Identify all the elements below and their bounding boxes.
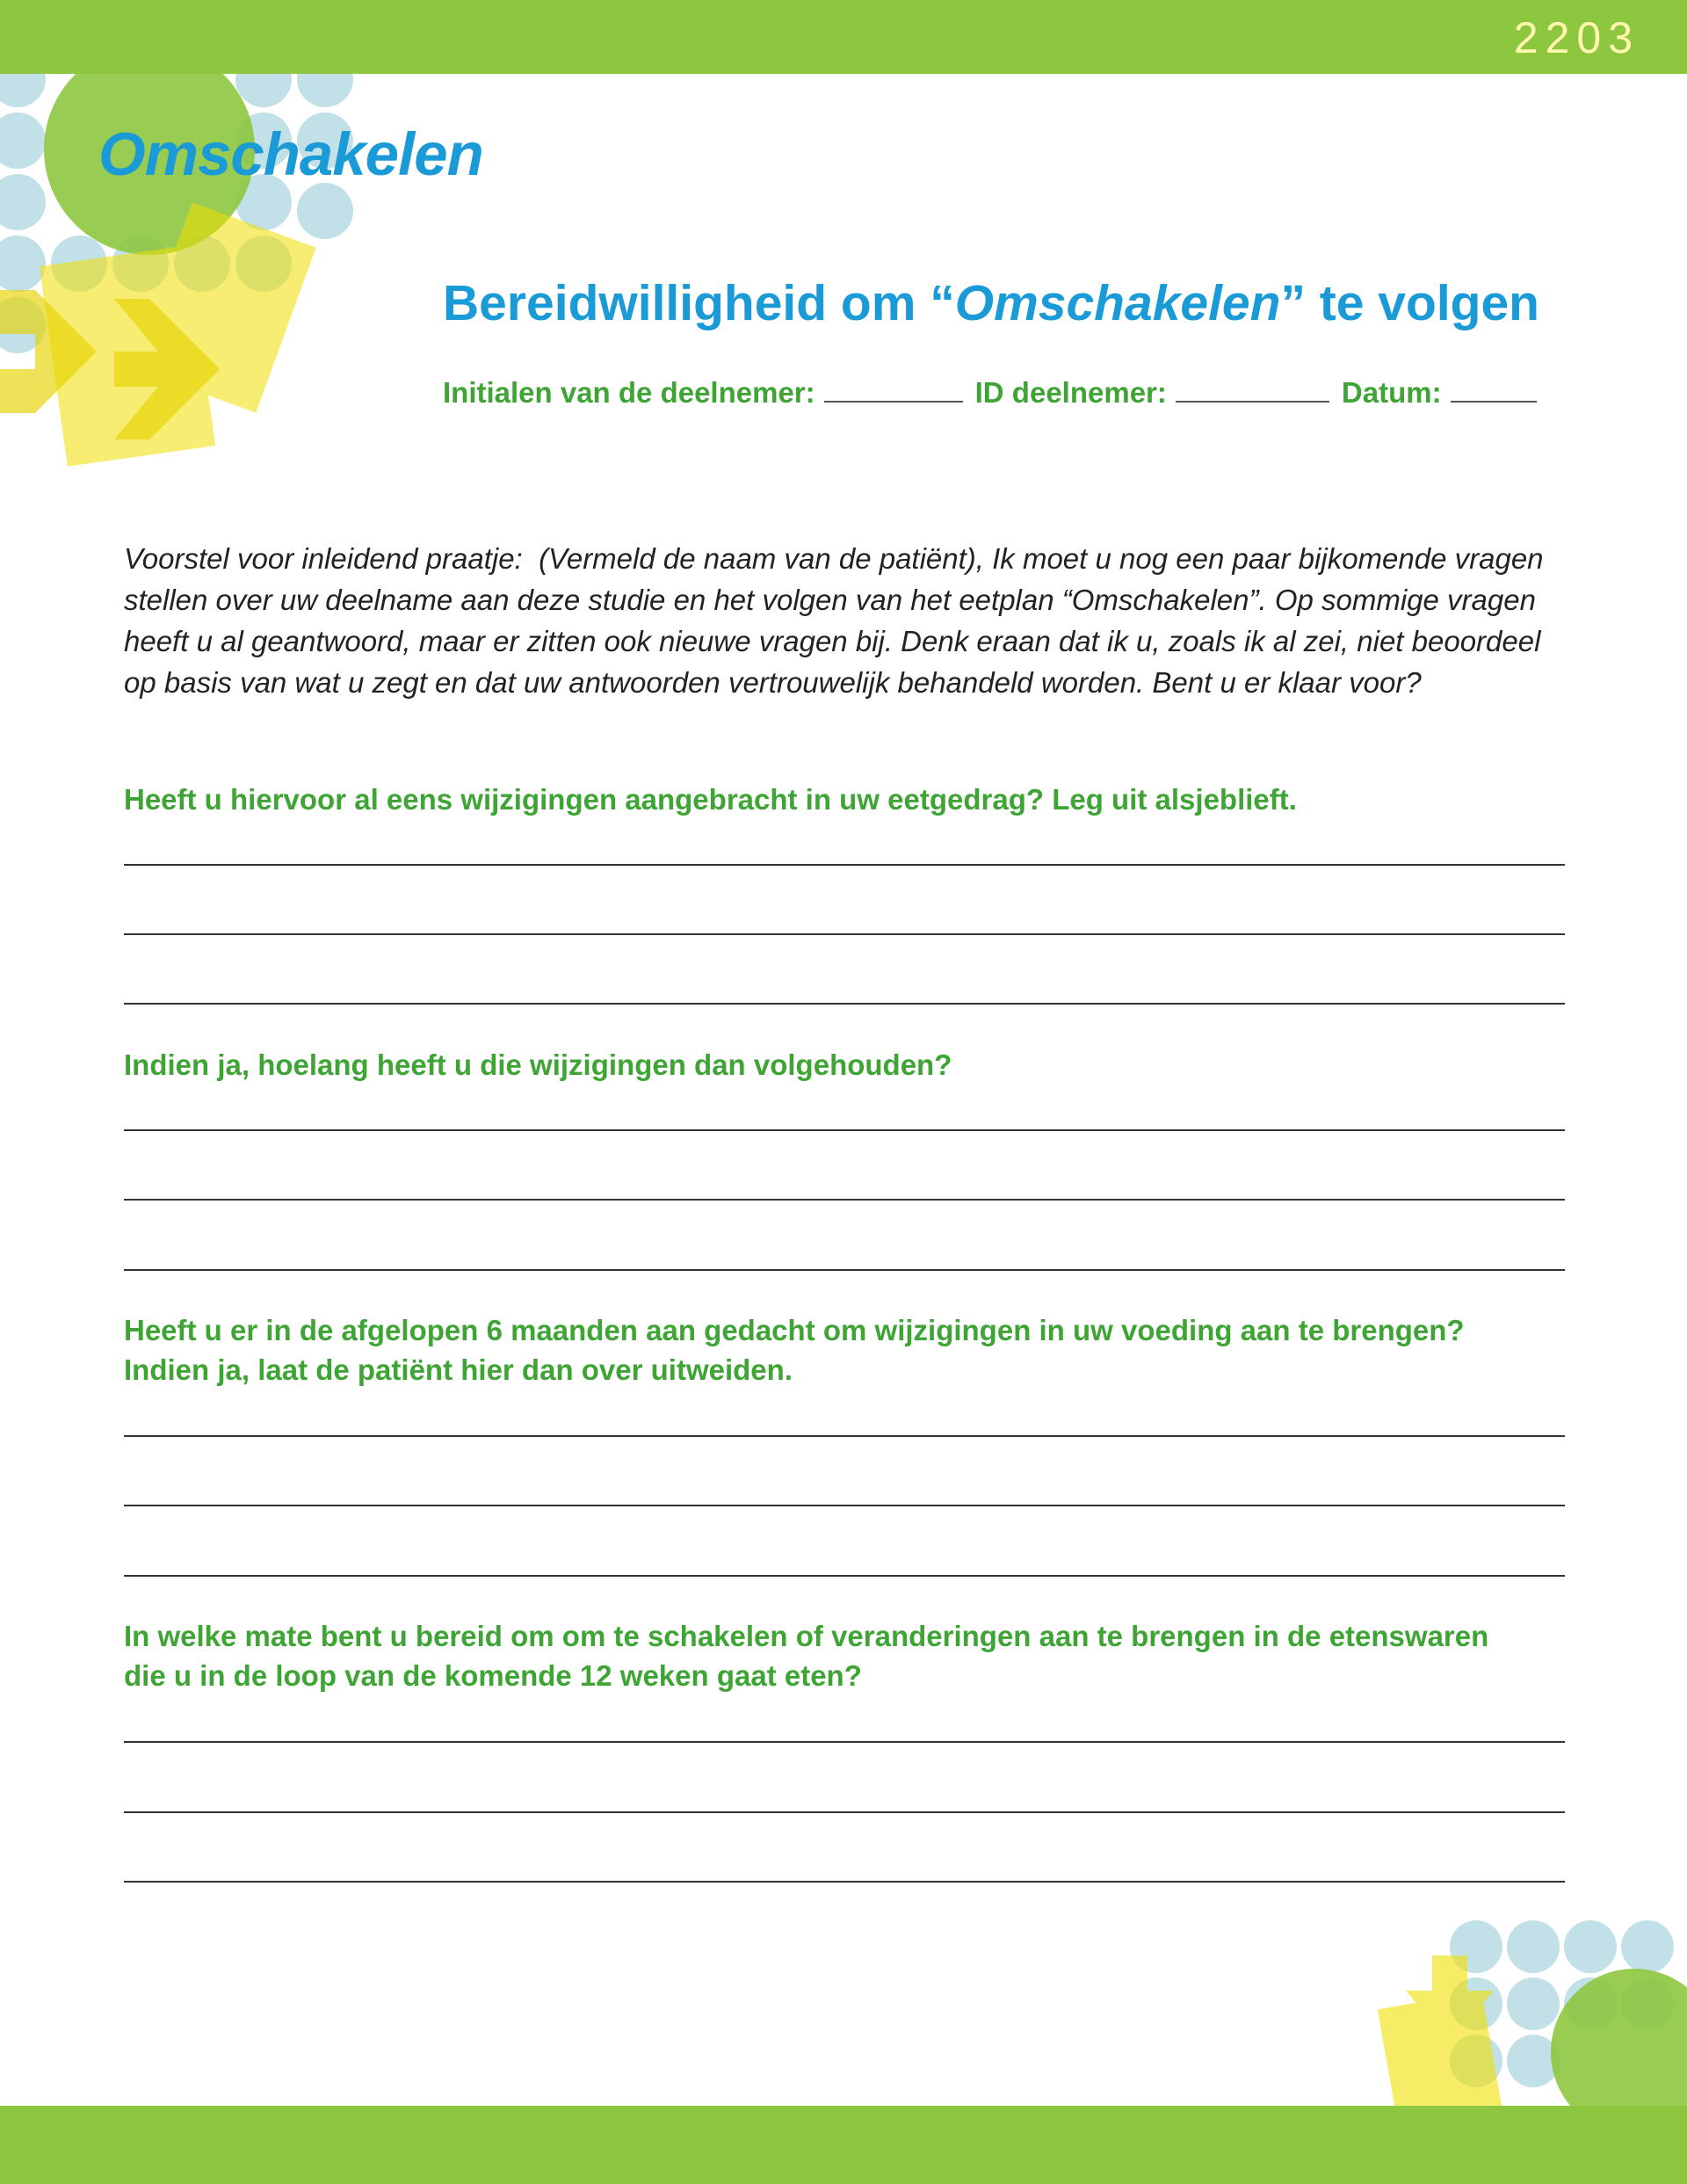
participant-id-field[interactable] [1176,380,1329,403]
intro-label: Voorstel voor inleidend praatje: [124,542,523,575]
question-2: Indien ja, hoelang heeft u die wijzigingen dan volgehouden? [124,1048,952,1081]
answer-line[interactable] [124,1575,1565,1577]
brand-logo-text: Omschakelen [98,120,483,188]
question-3: Heeft u er in de afgelopen 6 maanden aan gedacht om wijzigingen in uw voeding aan te brengen? Indien ja, laat de patiënt hier dan over uitweiden. [124,1314,1465,1386]
question-1: Heeft u hiervoor al eens wijzigingen aangebracht in uw eetgedrag? Leg uit alsjeblieft. [124,783,1297,816]
answer-line[interactable] [124,1435,1565,1437]
answer-line[interactable] [124,1129,1565,1131]
answer-line[interactable] [124,1741,1565,1743]
participant-id-label: ID deelnemer: [974,376,1167,409]
answer-line[interactable] [124,1199,1565,1201]
answer-line[interactable] [124,933,1565,935]
page-number: 2203 [1513,13,1640,62]
answer-line[interactable] [124,1505,1565,1506]
bottom-bar [0,2106,1687,2184]
answer-line[interactable] [124,1269,1565,1271]
answer-line[interactable] [124,1811,1565,1813]
initials-label: Initialen van de deelnemer: [443,376,815,409]
answer-line[interactable] [124,864,1565,866]
intro-text: (Vermeld de naam van de patiënt), Ik moet u nog een paar bijkomende vragen stellen over uw deelname aan deze studie en het volgen van het eetplan “Omschakelen”. Op sommige vragen heeft u al geantwoord, maar er zitten ook nieuwe vragen bij. Denk eraan dat ik u, zoals ik al zei, niet beoordeel op basis van wat u zegt en dat uw antwoorden vertrouwelijk behandeld worden. Bent u er klaar voor? [124,542,1544,699]
date-field[interactable] [1451,380,1537,403]
date-label: Datum: [1341,376,1442,409]
answer-line[interactable] [124,1881,1565,1883]
participant-info-row [443,376,1537,410]
top-bar [0,0,1687,74]
decorative-pattern-top-left [0,0,369,510]
answer-line[interactable] [124,1003,1565,1005]
question-4: In welke mate bent u bereid om om te schakelen of veranderingen aan te brengen in de etenswaren die u in de loop van de komende 12 weken gaat eten? [124,1620,1489,1692]
intro-paragraph [124,538,1565,703]
initials-field[interactable] [824,380,963,403]
form-title: Bereidwilligheid om “Omschakelen” te volgen [443,275,1539,331]
